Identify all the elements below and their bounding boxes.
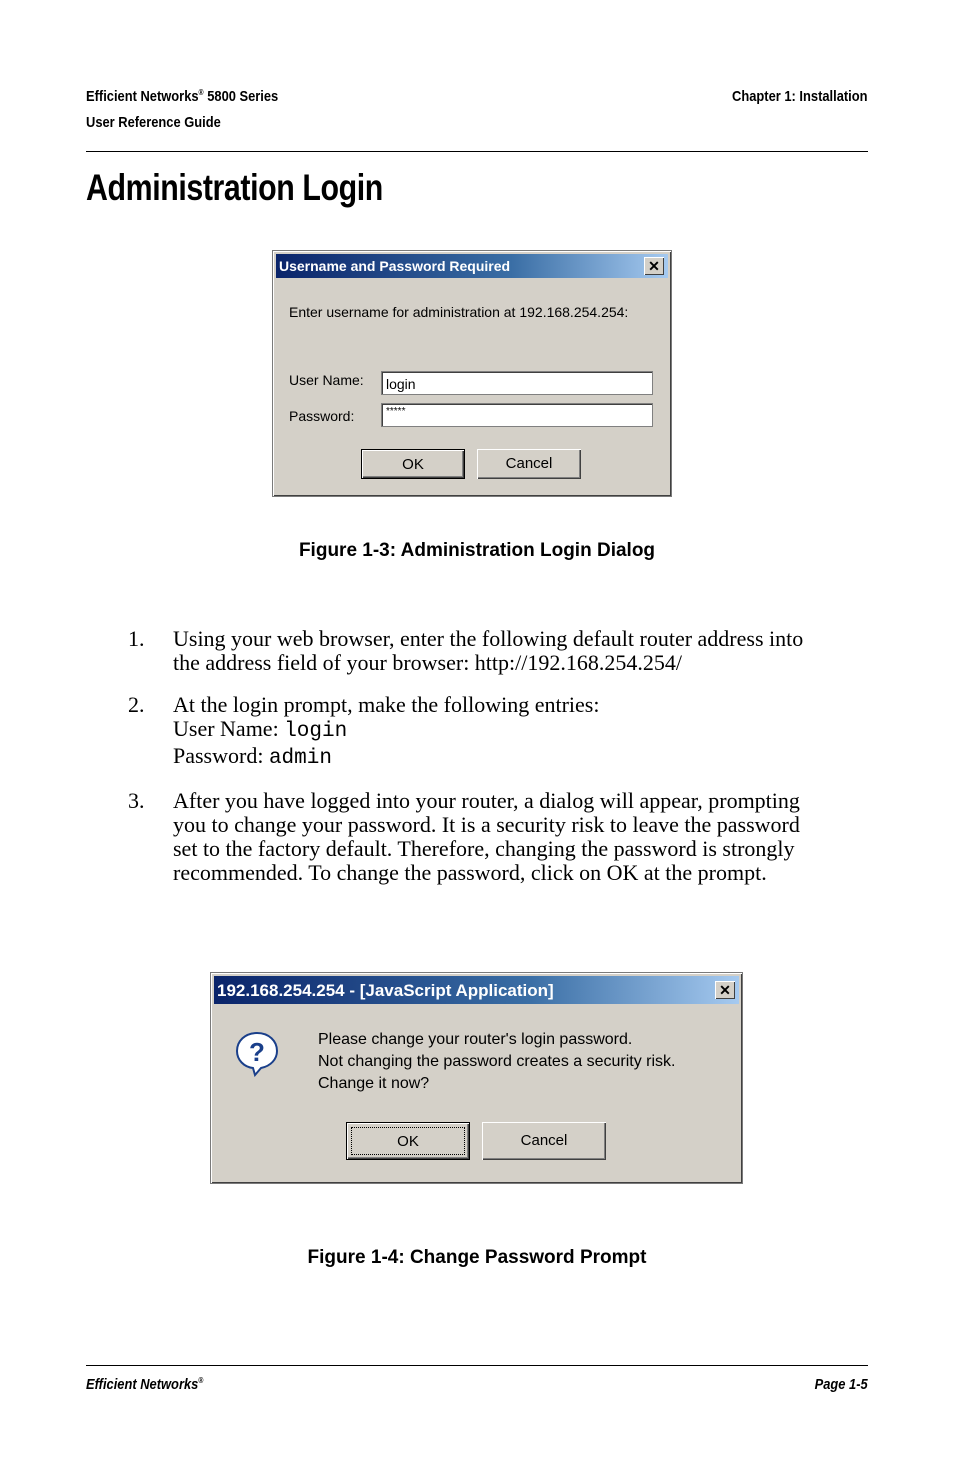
step-number: 3. — [128, 788, 145, 813]
password-label: Password: — [289, 408, 355, 424]
change-password-dialog — [210, 972, 743, 1184]
change-dialog-title: 192.168.254.254 - [JavaScript Application] — [217, 981, 554, 1000]
ok-button[interactable] — [361, 449, 465, 479]
registered-mark: ® — [198, 1376, 204, 1385]
close-icon: ✕ — [648, 258, 660, 274]
header-chapter: Chapter 1: Installation — [732, 88, 868, 105]
close-button[interactable] — [715, 981, 735, 999]
login-prompt: Enter username for administration at 192.168.254.254: — [289, 304, 629, 320]
focus-ring — [351, 1127, 465, 1155]
list-item — [128, 693, 828, 771]
step-text: At the login prompt, make the following entries: — [173, 692, 600, 717]
password-input[interactable]: ***** — [381, 403, 653, 427]
header-series: 5800 Series — [203, 88, 279, 105]
header-rule — [86, 151, 868, 152]
footer-brand — [86, 1376, 203, 1393]
password-value: admin — [268, 747, 332, 770]
username-input[interactable]: login — [381, 371, 653, 395]
running-header-left — [86, 84, 278, 136]
registered-mark: ® — [198, 88, 204, 97]
list-item — [128, 789, 828, 885]
username-value: login — [284, 720, 348, 743]
change-dialog-titlebar — [214, 976, 739, 1004]
login-dialog — [272, 250, 672, 497]
username-label: User Name: — [289, 372, 364, 388]
change-message — [318, 1029, 676, 1095]
cancel-button-label: Cancel — [505, 455, 553, 472]
message-line-1: Please change your router's login password. — [318, 1031, 633, 1048]
ok-button-label: OK — [402, 456, 424, 473]
header-brand: Efficient Networks — [86, 88, 199, 105]
list-item — [128, 627, 828, 675]
figure-caption-1-4: Figure 1-4: Change Password Prompt — [307, 1247, 647, 1268]
login-dialog-titlebar — [276, 254, 668, 278]
instruction-list — [128, 627, 828, 903]
svg-text:?: ? — [249, 1037, 265, 1067]
password-prefix: Password: — [173, 743, 269, 768]
page-title: Administration Login — [86, 167, 383, 208]
cancel-button-label: Cancel — [520, 1132, 568, 1149]
step-text: Using your web browser, enter the following default router address into the address field of your browser: http://192.168.254.254/ — [173, 626, 804, 675]
cancel-button[interactable] — [482, 1122, 606, 1160]
question-icon — [233, 1029, 281, 1077]
message-line-2: Not changing the password creates a security risk. — [318, 1053, 676, 1070]
page-number: Page 1-5 — [814, 1376, 868, 1393]
ok-button-label: OK — [397, 1133, 419, 1150]
step-text: After you have logged into your router, a dialog will appear, prompting you to change your password. It is a security risk to leave the password set to the factory default. Therefore, changing the password is strongly recommended. To change the password, click on OK at the prompt. — [173, 788, 800, 885]
username-prefix: User Name: — [173, 716, 285, 741]
step-number: 1. — [128, 626, 145, 651]
close-icon: ✕ — [719, 982, 731, 998]
cancel-button[interactable] — [477, 449, 581, 479]
login-dialog-title: Username and Password Required — [279, 258, 511, 274]
figure-caption-1-3: Figure 1-3: Administration Login Dialog — [298, 540, 656, 561]
header-guide: User Reference Guide — [86, 114, 221, 131]
footer-rule — [86, 1365, 868, 1366]
close-button[interactable] — [644, 257, 664, 275]
footer-brand-text: Efficient Networks — [86, 1376, 199, 1393]
message-line-3: Change it now? — [318, 1075, 430, 1092]
step-number: 2. — [128, 692, 145, 717]
ok-button[interactable] — [346, 1122, 470, 1160]
